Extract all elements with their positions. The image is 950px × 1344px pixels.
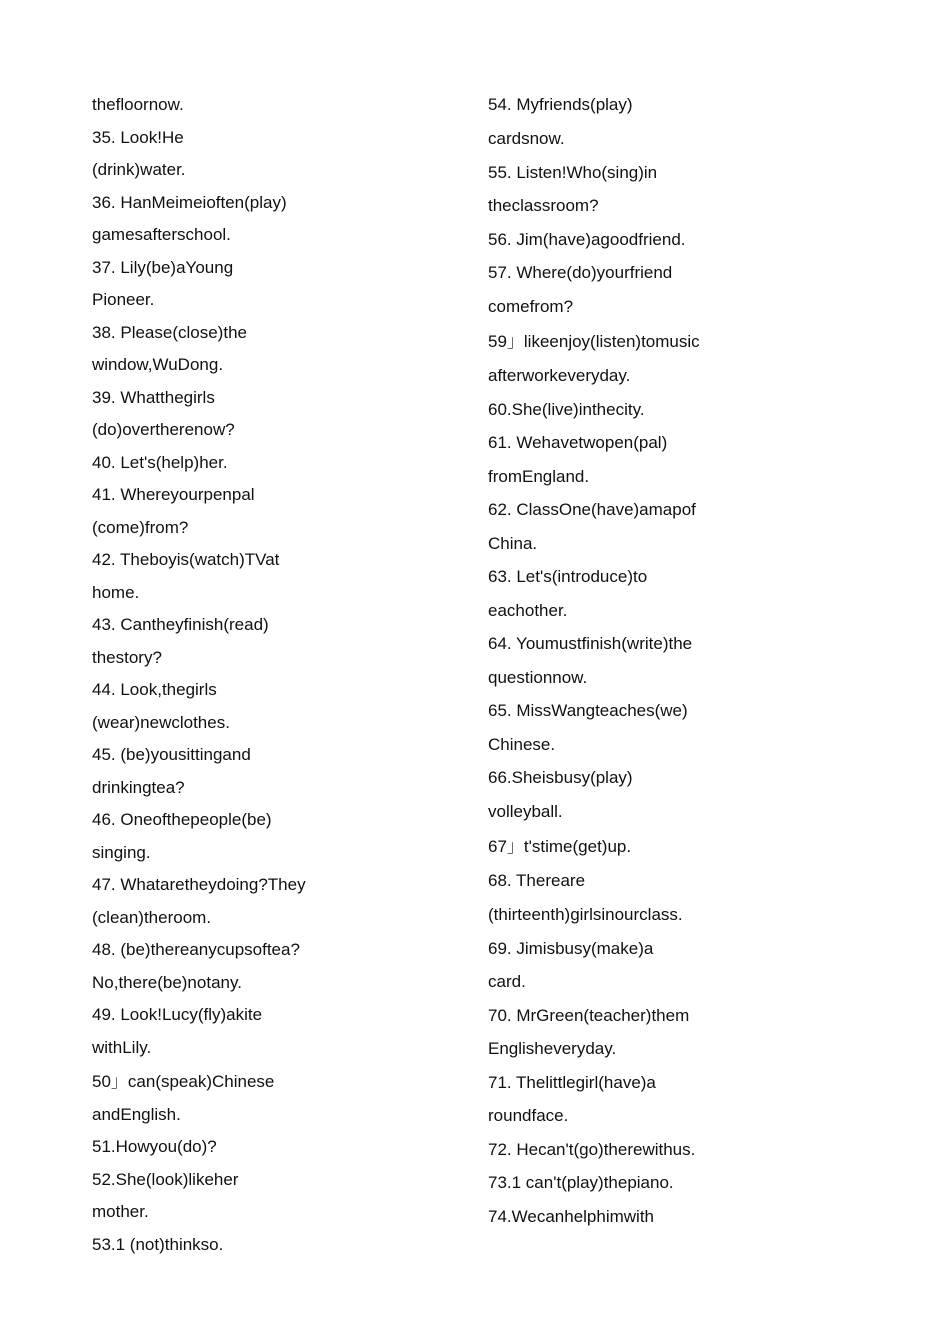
text-line: 49. Look!Lucy(fly)akite — [92, 1005, 263, 1024]
text-line: (do)overtherenow? — [92, 420, 235, 439]
text-line: 59」likeenjoy(listen)tomusic — [488, 332, 700, 351]
text-line: 61. Wehavetwopen(pal) — [488, 433, 668, 452]
text-line: 52.She(look)likeher — [92, 1170, 239, 1189]
text-line: thefloornow. — [92, 95, 184, 114]
text-line: 60.She(live)inthecity. — [488, 400, 645, 419]
text-line: 69. Jimisbusy(make)a — [488, 939, 654, 958]
text-line: gamesafterschool. — [92, 225, 231, 244]
text-line: 35. Look!He — [92, 128, 184, 147]
text-line: roundface. — [488, 1106, 569, 1125]
text-line: mother. — [92, 1202, 149, 1221]
text-line: fromEngland. — [488, 467, 590, 486]
text-line: 46. Oneofthepeople(be) — [92, 810, 272, 829]
text-line: 62. ClassOne(have)amapof — [488, 500, 696, 519]
text-line: theclassroom? — [488, 196, 599, 215]
text-line: (drink)water. — [92, 160, 186, 179]
text-line: 38. Please(close)the — [92, 323, 247, 342]
text-line: 63. Let's(introduce)to — [488, 567, 648, 586]
text-line: Pioneer. — [92, 290, 155, 309]
text-line: 64. Youmustfinish(write)the — [488, 634, 693, 653]
text-line: 54. Myfriends(play) — [488, 95, 633, 114]
text-line: No,there(be)notany. — [92, 973, 242, 992]
text-line: questionnow. — [488, 668, 588, 687]
text-line: 41. Whereyourpenpal — [92, 485, 255, 504]
text-line: card. — [488, 972, 526, 991]
text-line: 50」can(speak)Chinese — [92, 1072, 275, 1091]
text-line: drinkingtea? — [92, 778, 185, 797]
text-line: 68. Thereare — [488, 871, 586, 890]
text-line: andEnglish. — [92, 1105, 181, 1124]
text-line: home. — [92, 583, 140, 602]
text-line: 43. Cantheyfinish(read) — [92, 615, 269, 634]
text-line: withLily. — [92, 1038, 152, 1057]
text-line: 47. Whataretheydoing?They — [92, 875, 306, 894]
text-line: cardsnow. — [488, 129, 565, 148]
text-line: thestory? — [92, 648, 162, 667]
text-line: 55. Listen!Who(sing)in — [488, 163, 658, 182]
text-line: 42. Theboyis(watch)TVat — [92, 550, 280, 569]
text-line: 39. Whatthegirls — [92, 388, 215, 407]
text-line: (come)from? — [92, 518, 189, 537]
text-line: 45. (be)yousittingand — [92, 745, 251, 764]
text-line: 51.Howyou(do)? — [92, 1137, 217, 1156]
text-line: Chinese. — [488, 735, 556, 754]
text-line: window,WuDong. — [92, 355, 224, 374]
text-line: 65. MissWangteaches(we) — [488, 701, 688, 720]
text-line: Englisheveryday. — [488, 1039, 617, 1058]
text-line: (wear)newclothes. — [92, 713, 230, 732]
text-line: 36. HanMeimeioften(play) — [92, 193, 287, 212]
text-line: singing. — [92, 843, 151, 862]
text-line: 40. Let's(help)her. — [92, 453, 228, 472]
text-line: 56. Jim(have)agoodfriend. — [488, 230, 686, 249]
text-line: afterworkeveryday. — [488, 366, 631, 385]
text-line: eachother. — [488, 601, 568, 620]
text-line: (thirteenth)girlsinourclass. — [488, 905, 683, 924]
text-line: 73.1 can't(play)thepiano. — [488, 1173, 674, 1192]
text-line: volleyball. — [488, 802, 563, 821]
text-line: (clean)theroom. — [92, 908, 212, 927]
text-line: 48. (be)thereanycupsoftea? — [92, 940, 300, 959]
text-line: China. — [488, 534, 538, 553]
text-line: 53.1 (not)thinkso. — [92, 1235, 224, 1254]
text-line: comefrom? — [488, 297, 574, 316]
text-line: 37. Lily(be)aYoung — [92, 258, 234, 277]
text-line: 67」t'stime(get)up. — [488, 837, 632, 856]
text-line: 44. Look,thegirls — [92, 680, 217, 699]
text-line: 72. Hecan't(go)therewithus. — [488, 1140, 696, 1159]
text-line: 74.Wecanhelphimwith — [488, 1207, 654, 1226]
text-line: 71. Thelittlegirl(have)a — [488, 1073, 656, 1092]
text-line: 57. Where(do)yourfriend — [488, 263, 673, 282]
text-line: 70. MrGreen(teacher)them — [488, 1006, 690, 1025]
text-line: 66.Sheisbusy(play) — [488, 768, 633, 787]
